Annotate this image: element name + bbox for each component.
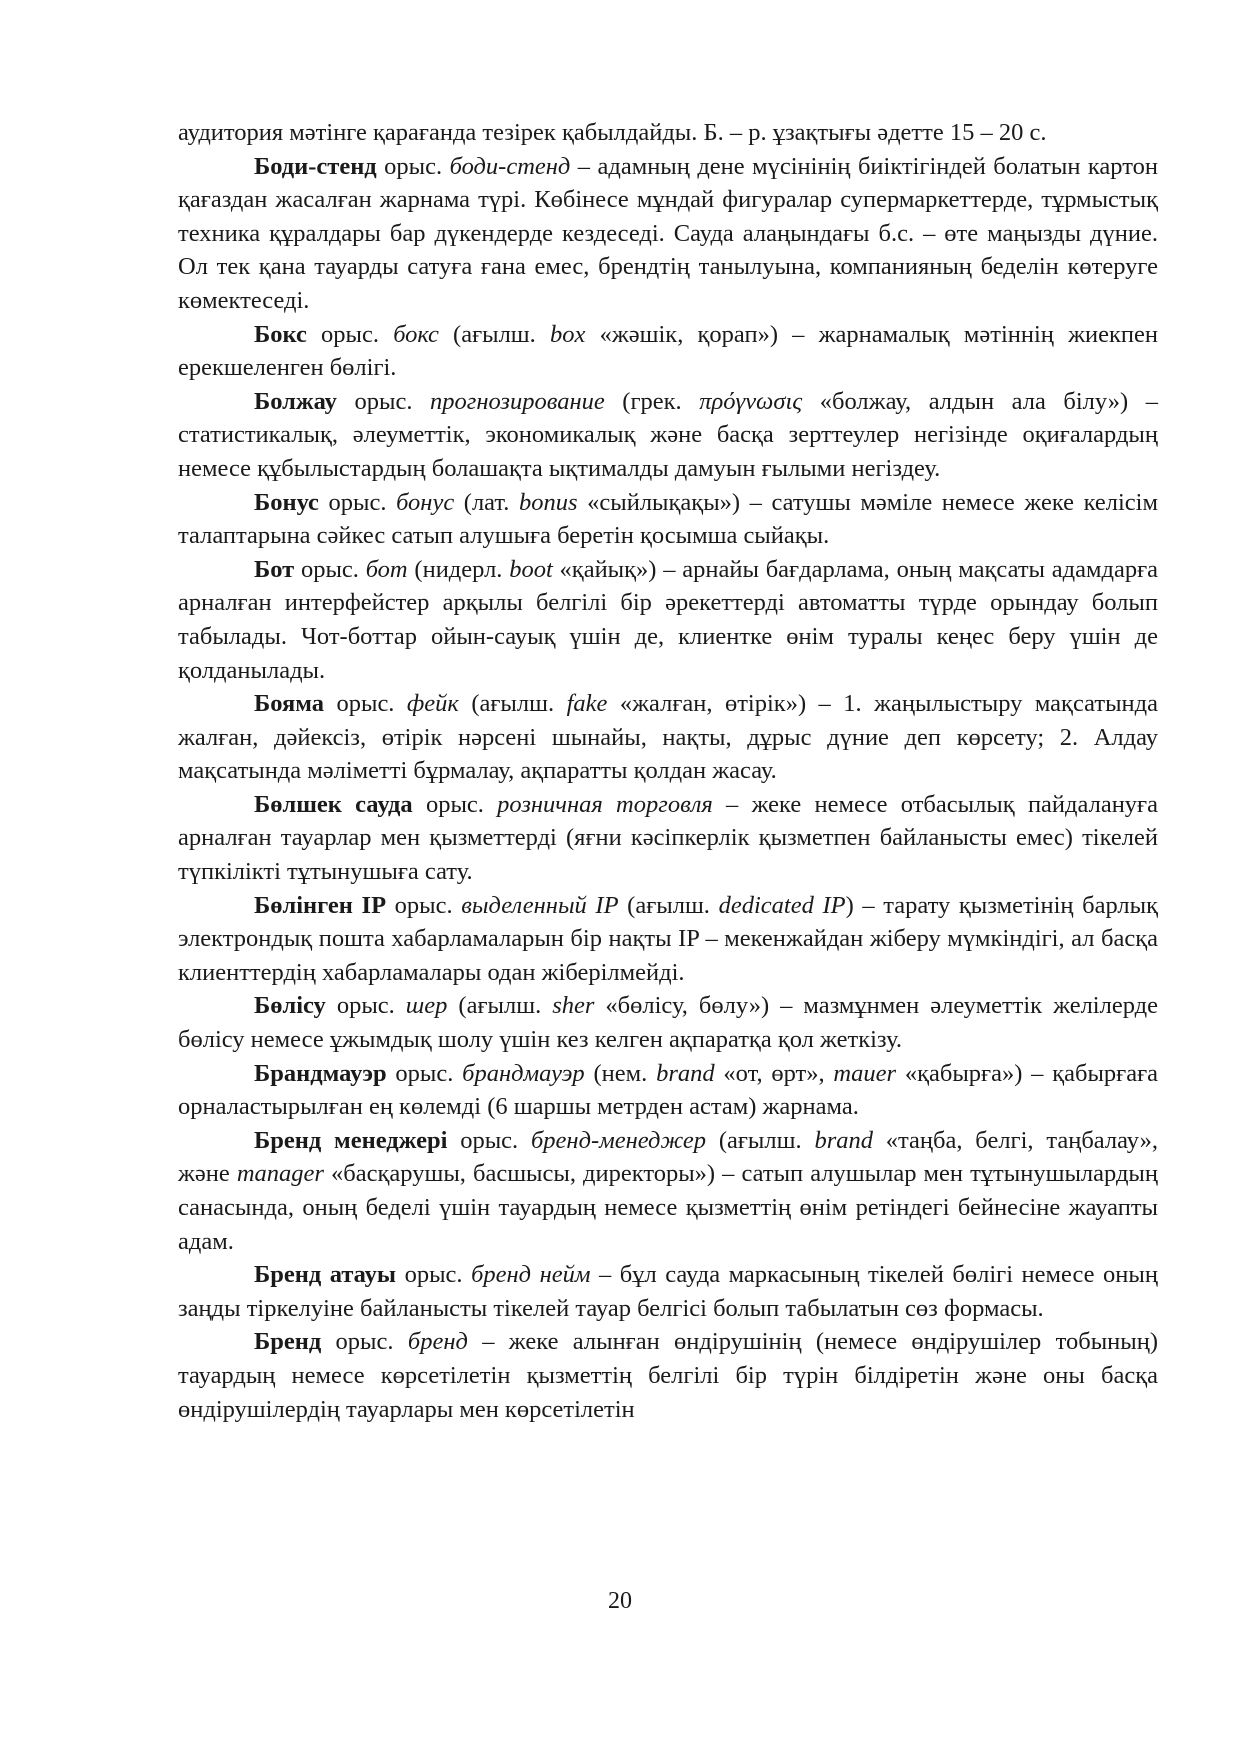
entry-definition: «басқарушы, басшысы, директоры») – сатып алушылар мен тұтынушылардың санасында, оның беделі үшін тауардың немесе қызметтің өнім ретіндегі бейнесіне жауапты адам.: [178, 1160, 1158, 1255]
entry-origin-word: manager: [236, 1160, 324, 1188]
entry-russian-equivalent: прогнозирование: [430, 387, 605, 415]
glossary-entry: [178, 1258, 1158, 1325]
glossary-entry: [178, 1057, 1158, 1124]
entry-term: Бөлшек сауда: [254, 790, 413, 818]
entry-lang-label: орыс.: [376, 152, 450, 180]
entry-russian-equivalent: розничная торговля: [497, 790, 713, 818]
entry-russian-equivalent: брандмауэр: [462, 1059, 585, 1087]
entry-lang-label: орыс.: [396, 1261, 472, 1289]
glossary-entry: [178, 318, 1158, 385]
entry-definition: – жеке алынған өндірушінің (немесе өндірушілер тобының) тауардың немесе көрсетілетін қызметтің белгілі бір түрін білдіретін және оны басқа өндірушілердің тауарлары мен көрсетілетін: [178, 1328, 1159, 1423]
entry-lang-label: орыс.: [412, 790, 498, 818]
entry-russian-equivalent: бренд нейм: [471, 1261, 591, 1289]
entry-origin-label: (ағылш.: [438, 320, 550, 348]
entry-term: Бренд менеджері: [254, 1126, 448, 1154]
glossary-entry: [178, 687, 1158, 788]
entry-definition: ) – тарату қызметінің барлық электрондық пошта хабарламаларын бір нақты IP – мекенжайдан жіберу мүмкіндігі, ал басқа клиенттердің хабарламалары одан жіберілмейді.: [178, 891, 1158, 986]
entry-gloss: «таңба, белгі, таңбалау», және: [178, 1126, 1158, 1188]
intro-paragraph: аудитория мәтінге қарағанда тезірек қабылдайды. Б. – р. ұзақтығы әдетте 15 – 20 с.: [178, 119, 1047, 146]
entry-lang-label: орыс.: [321, 1328, 408, 1356]
entry-origin-label: (ағылш.: [706, 1126, 815, 1154]
glossary-entry: [178, 553, 1158, 687]
entry-term: Бөлісу: [254, 992, 326, 1020]
entry-origin-label: (ағылш.: [458, 690, 567, 718]
entry-origin-word: brand: [656, 1059, 715, 1087]
glossary-entry: [178, 1325, 1158, 1426]
glossary-entry: [178, 385, 1158, 486]
entry-definition: «жәшік, қорап») – жарнамалық мәтіннің жиекпен ерекшеленген бөлігі.: [178, 320, 1159, 382]
entry-definition: «сыйлықақы») – сатушы мәміле немесе жеке келісім талаптарына сәйкес сатып алушыға беретін қосымша сыйақы.: [178, 488, 1158, 550]
entry-term: Бот: [254, 555, 295, 583]
entry-term: Бонус: [254, 488, 319, 516]
entry-origin-word: brand: [814, 1126, 873, 1154]
glossary-entry: [178, 1124, 1158, 1258]
entry-origin-word: boot: [509, 555, 553, 583]
entry-term: Бөлінген IP: [254, 891, 387, 919]
entry-russian-equivalent: бренд: [407, 1328, 468, 1356]
entry-term: Брандмауэр: [254, 1059, 387, 1087]
entry-term: Бренд атауы: [254, 1261, 397, 1289]
page-number: 20: [608, 1588, 632, 1614]
entry-origin-word: fake: [566, 690, 608, 718]
entry-definition: – адамның дене мүсінінің биіктігіндей болатын картон қағаздан жасалған жарнама түрі. Көбінесе мұндай фигуралар супермаркеттерде, тұрмыстық техника құралдары бар дүкендерде кездеседі. Сауда алаңындағы б.с. – өте маңызды дүние. Ол тек қана тауарды сатуға ғана емес, брендтің танылуына, компанияның беделін көтеруге көмектеседі.: [178, 152, 1158, 314]
entry-origin-word: sher: [552, 992, 595, 1020]
entry-origin-word: box: [550, 320, 586, 348]
entry-russian-equivalent: выделенный IP: [461, 891, 619, 919]
glossary-entry: [178, 788, 1158, 889]
entry-russian-equivalent: боди-стенд: [449, 152, 571, 180]
entry-origin-word: mauer: [833, 1059, 897, 1087]
entry-origin-word: dedicated IP: [718, 891, 846, 919]
entry-origin-label: (нидерл.: [407, 555, 510, 583]
entry-origin-word: bonus: [519, 488, 578, 516]
glossary-entries: [178, 150, 1158, 1427]
entry-definition: «қайық») – арнайы бағдарлама, оның мақсаты адамдарға арналған интерфейстер арқылы белгілі бір әрекеттерді автоматты түрде орындау болып табылады. Чот-боттар ойын-сауық үшін де, клиентке өнім туралы кеңес беру үшін де қолданылады.: [178, 555, 1158, 684]
glossary-entry: [178, 989, 1158, 1056]
entry-definition: «қабырға») – қабырғаға орналастырылған ең көлемді (6 шаршы метрден астам) жарнама.: [178, 1059, 1158, 1121]
entry-term: Бренд: [254, 1328, 322, 1356]
entry-russian-equivalent: бренд-менеджер: [530, 1126, 707, 1154]
entry-lang-label: орыс.: [447, 1126, 531, 1154]
entry-gloss: «от, өрт»,: [714, 1059, 834, 1087]
glossary-entry: [178, 889, 1158, 990]
entry-origin-label: (лат.: [454, 488, 519, 516]
entry-russian-equivalent: шер: [405, 992, 448, 1020]
entry-origin-label: (ағылш.: [618, 891, 719, 919]
entry-definition: – жеке немесе отбасылық пайдалануға арналған тауарлар мен қызметтерді (яғни кәсіпкерлік қызметпен байланысты емес) тікелей түпкілікті тұтынушыға сату.: [178, 790, 1158, 886]
entry-term: Бокс: [254, 320, 307, 348]
entry-term: Бояма: [254, 690, 325, 718]
entry-lang-label: орыс.: [294, 555, 366, 583]
entry-lang-label: орыс.: [318, 488, 397, 516]
glossary-entry: [178, 150, 1158, 318]
entry-lang-label: орыс.: [324, 690, 407, 718]
entry-russian-equivalent: бот: [365, 555, 408, 583]
entry-russian-equivalent: фейк: [406, 690, 459, 718]
entry-term: Боди-стенд: [254, 152, 377, 180]
entry-term: Болжау: [254, 387, 337, 415]
entry-definition: «болжау, алдын ала білу») – статистикалық, әлеуметтік, экономикалық және басқа зерттеулер негізінде оқиғалардың немесе құбылыстардың болашақта ықтималды дамуын ғылыми негіздеу.: [178, 387, 1158, 482]
entry-lang-label: орыс.: [386, 1059, 463, 1087]
entry-origin-label: (грек.: [604, 387, 700, 415]
entry-origin-label: (ағылш.: [447, 992, 553, 1020]
entry-definition: «жалған, өтірік») – 1. жаңылыстыру мақсатында жалған, дәйексіз, өтірік нәрсені шынайы, нақты, дұрыс дүние деп көрсету; 2. Алдау мақсатында мәліметті бұрмалау, ақпаратты қолдан жасау.: [178, 690, 1158, 785]
entry-definition: – бұл сауда маркасының тікелей бөлігі немесе оның заңды тіркелуіне байланысты тікелей тауар белгісі болып табылатын сөз формасы.: [178, 1261, 1158, 1322]
entry-lang-label: орыс.: [336, 387, 431, 415]
entry-origin-word: πρόγνωσις: [699, 387, 803, 415]
entry-lang-label: орыс.: [325, 992, 406, 1020]
glossary-entry: [178, 486, 1158, 553]
entry-lang-label: орыс.: [386, 891, 462, 919]
entry-origin-label: (нем.: [584, 1059, 657, 1087]
entry-lang-label: орыс.: [306, 320, 394, 348]
entry-russian-equivalent: бокс: [393, 320, 439, 348]
entry-russian-equivalent: бонус: [396, 488, 455, 516]
entry-definition: «бөлісу, бөлу») – мазмұнмен әлеуметтік желілерде бөлісу немесе ұжымдық шолу үшін кез келген ақпаратқа қол жеткізу.: [178, 992, 1158, 1054]
document-page: [178, 116, 1158, 1426]
